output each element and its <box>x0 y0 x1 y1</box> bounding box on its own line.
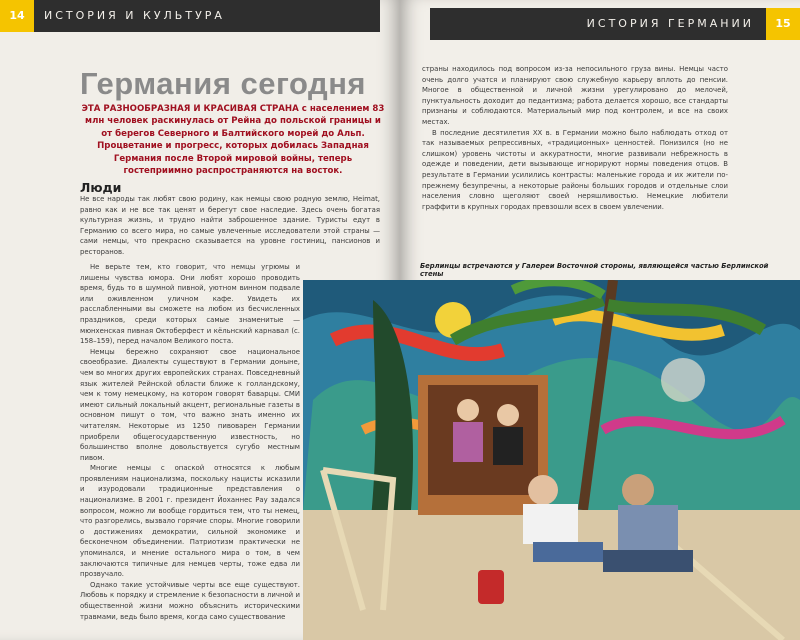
lead-paragraph: ЭТА РАЗНООБРАЗНАЯ И КРАСИВАЯ СТРАНА с населением 83 млн человек раскинулась от Рейна до польской границы и от берегов Северного и Балтийского морей до Альп. Процветание и прогресс, которых добилась Западная Германия после Второй мировой войны, теперь гостеприимно распространяются на восток. <box>81 104 385 177</box>
right-page-number: 15 <box>766 8 800 40</box>
body-paragraph: страны находилось под вопросом из-за непосильного груза вины. Немцы часто очень долго учатся и планируют свою служебную карьеру вплоть до пенсии. Многое в общественной и личной жизни урегулировано до мелочей, пунктуальность доходит до педантизма; работа делается хорошо, все стандарты признаны и соблюдаются. Материальный мир под контролем, и все на своих местах. <box>422 65 728 126</box>
right-body-column <box>422 64 728 260</box>
body-paragraph: Не верьте тем, кто говорит, что немцы угрюмы и лишены чувства юмора. Они любят хорошо проводить время, будь то в шумной пивной, уютном винном подвале или оживленном уличном кафе. Увидеть их расслабленными вы сможете на любом из бесчисленных праздников, среди которых самые знаменитые — мюнхенская пивная Октоберфест и кёльнский карнавал (с. 158–159), перед началом Великого поста. <box>80 263 300 346</box>
section-heading: Люди <box>80 180 122 195</box>
body-paragraph: Многие немцы с опаской относятся к любым проявлениям национализма, поскольку нацисты исказили и изуродовали традиционные представления о национализме. В 2001 г. президент Йоханнес Рау задался вопросом, можно ли вообще гордиться тем, что ты немец, что разгорелись, вызвало горячие споры. Многие говорили о достижениях демократии, сильной экономике и бесконечном объединении. Патриотизм практически не упоминался, и мнение остального мира о том, в чем заключаются типичные для немцев черты, тоже едва ли прозвучало. <box>80 464 300 579</box>
left-page-number: 14 <box>0 0 34 32</box>
photo-caption: Берлинцы встречаются у Галереи Восточной стороны, являющейся частью Берлинской стены <box>420 262 769 278</box>
body-paragraph: Немцы бережно сохраняют свое национальное своеобразие. Диалекты существуют в Германии доныне, чем во многих других европейских странах. Повседневный язык жителей Рейнской области ближе к голландскому, чем к тому немецкому, на котором говорят баварцы. СМИ имеют сильный локальный акцент, региональные газеты в основном пишут о том, что важно знать именно их читателям. Некоторые из 1250 пивоварен Германии приобрели общегосударственную известность, но большинство вполне довольствуется сугубо местным пивом. <box>80 347 300 462</box>
left-section-title: ИСТОРИЯ И КУЛЬТУРА <box>44 9 225 22</box>
photo-berlin-wall-gallery <box>303 280 800 640</box>
body-paragraph: Однако такие устойчивые черты все еще существуют. Любовь к порядку и стремление к безопасности в личной и общественной жизни можно объяснить историческими травмами, ведь было время, когда само существование <box>80 580 300 621</box>
right-section-title: ИСТОРИЯ ГЕРМАНИИ <box>586 17 754 30</box>
page-title: Германия сегодня <box>80 66 367 101</box>
body-column-narrow <box>80 262 300 638</box>
body-paragraph: Не все народы так любят свою родину, как немцы свою родную землю, Heimat, равно как и не все так ценят и берегут свое наследие. Здесь очень богатая культурная жизнь, и трудно найти заброшенное здание. Туристы едут в Германию со всего мира, но самые увлеченные исследователи этой страны — сами немцы, что прекрасно сказывается на уровне гостиниц, пансионов и ресторанов. <box>80 195 380 256</box>
body-paragraph: В последние десятилетия XX в. в Германии можно было наблюдать отход от так называемых репрессивных, «традиционных» ценностей. Понизился (но не слишком) уровень чистоты и аккуратности, многие развивали небрежность в одежде и поведении, дети вызывающе игнорируют нормы поведения отцов. В результате в Германии усилились контрасты: маленькие города и их жители по-прежнему безупречны, а некоторые районы больших городов и отдельные слои населения словно щеголяют своей неряшливостью. Немецкие любители граффити в крупных городах превзошли всех в своем увлечении. <box>422 128 728 211</box>
